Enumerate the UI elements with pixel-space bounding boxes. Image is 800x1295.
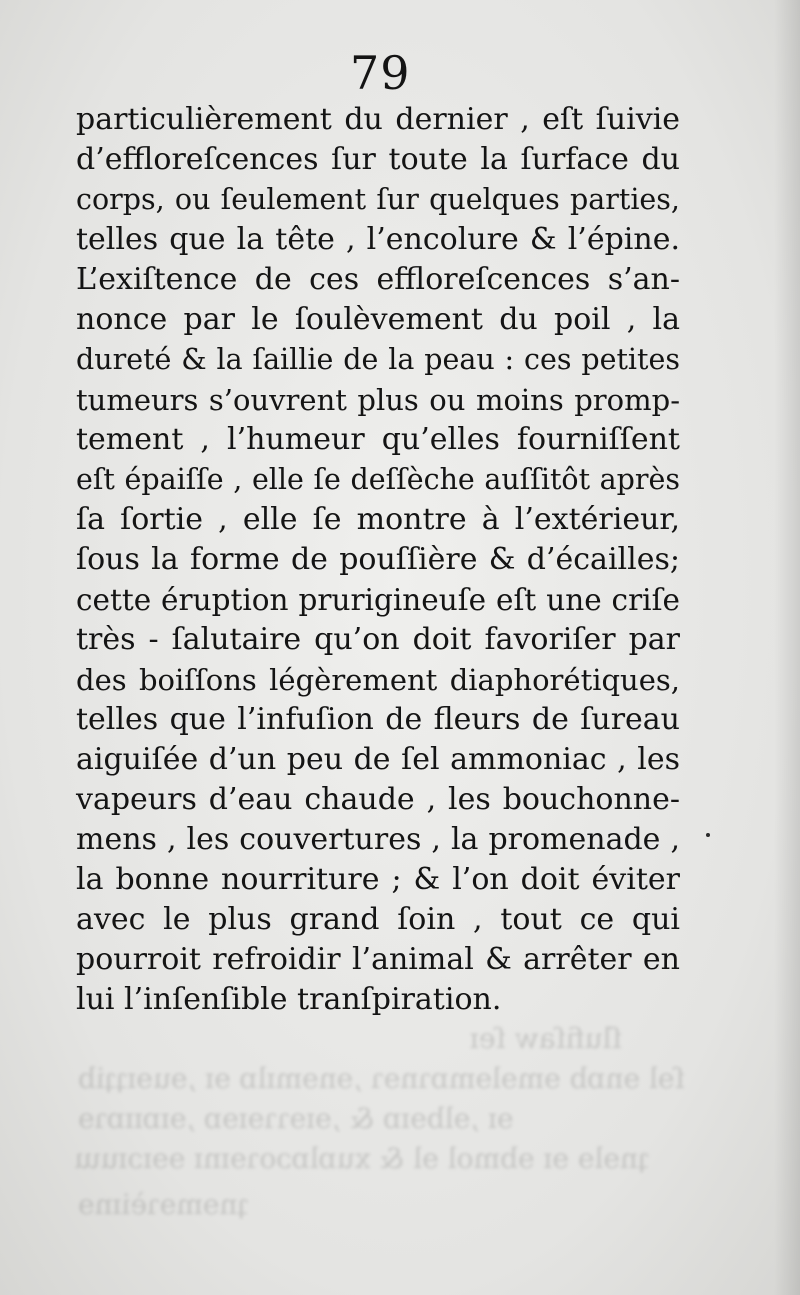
- text-line: lui l’inſenſible tranſpiration.: [76, 982, 502, 1017]
- body-text: [76, 100, 680, 1020]
- ink-speck: [706, 833, 710, 837]
- bleed-line: ɘɪ ,ɘlbɘɪɒ & ,ɘɪɘɿɿɘɪɘɒ ,ɘɪɒɪɪɒɿɘ: [78, 1102, 514, 1135]
- text-line: d’effloreſcences ſur toute la ſurface du: [76, 142, 680, 177]
- text-line: eſt épaiſſe , elle ſe deſſèche auſſitôt après: [76, 463, 680, 496]
- text-line: cette éruption prurigineuſe eſt une criſe: [76, 583, 680, 617]
- text-line: vapeurs d’eau chaude , les bouchonne-: [76, 782, 680, 817]
- text-line: particulièrement du dernier , eſt ſuivie: [76, 102, 680, 137]
- text-line: pourroit refroidir l’animal & arrêter en: [76, 942, 680, 977]
- text-line: tement , l’humeur qu’elles fourniſſent: [76, 422, 680, 457]
- text-line: telles que la tête , l’encolure & l’épine.: [76, 222, 680, 257]
- text-line: corps, ou ſeulement ſur quelques parties,: [76, 183, 680, 216]
- text-line: la bonne nourriture ; & l’on doit éviter: [76, 862, 680, 897]
- text-line: aiguiſée d’un peu de ſel ammoniac , les: [76, 742, 680, 777]
- text-line: très - ſalutaire qu’on doit favoriſer par: [76, 622, 680, 657]
- text-line: ſa ſortie , elle ſe montre à l’extérieur,: [76, 502, 680, 537]
- text-line: tumeurs s’ouvrent plus ou moins promp-: [76, 383, 680, 417]
- text-line: ſous la forme de pouſſière & d’écailles;: [76, 542, 680, 577]
- bleed-line: ʇnɘlɘ ɘɪ ɘbmol ɘl & xuɒlɒɔoɿɘɪnɪ ɘɘɪɔɪuɯ: [74, 1142, 650, 1175]
- text-line: dureté & la ſaillie de la peau : ces petites: [76, 343, 680, 376]
- text-line: telles que l’infuſion de fleurs de ſureau: [76, 702, 680, 737]
- text-line: nonce par le ſoulèvement du poil , la: [76, 302, 680, 337]
- text-line: L’exiſtence de ces effloreſcences s’an-: [76, 262, 680, 297]
- bleed-line: ſlufiſaw ſeɪ: [470, 1022, 622, 1055]
- text-line: avec le plus grand ſoin , tout ce qui: [76, 902, 680, 937]
- bleed-line: ſɘl ɘnɒb ɘmɘlɘmɒɿnɘɿ ,ɘnɘmɪlɒ ɘɪ ,ɘuɘɪʇʇib: [78, 1062, 685, 1095]
- page-edge-shadow: [774, 0, 800, 1295]
- text-line: des boiſſons légèrement diaphorétiques,: [76, 663, 680, 697]
- bleed-line: ʇnɘmɘɿèiɪnɘ: [78, 1188, 249, 1221]
- page-number: 79: [350, 46, 411, 100]
- text-line: mens , les couvertures , la promenade ,: [76, 822, 680, 857]
